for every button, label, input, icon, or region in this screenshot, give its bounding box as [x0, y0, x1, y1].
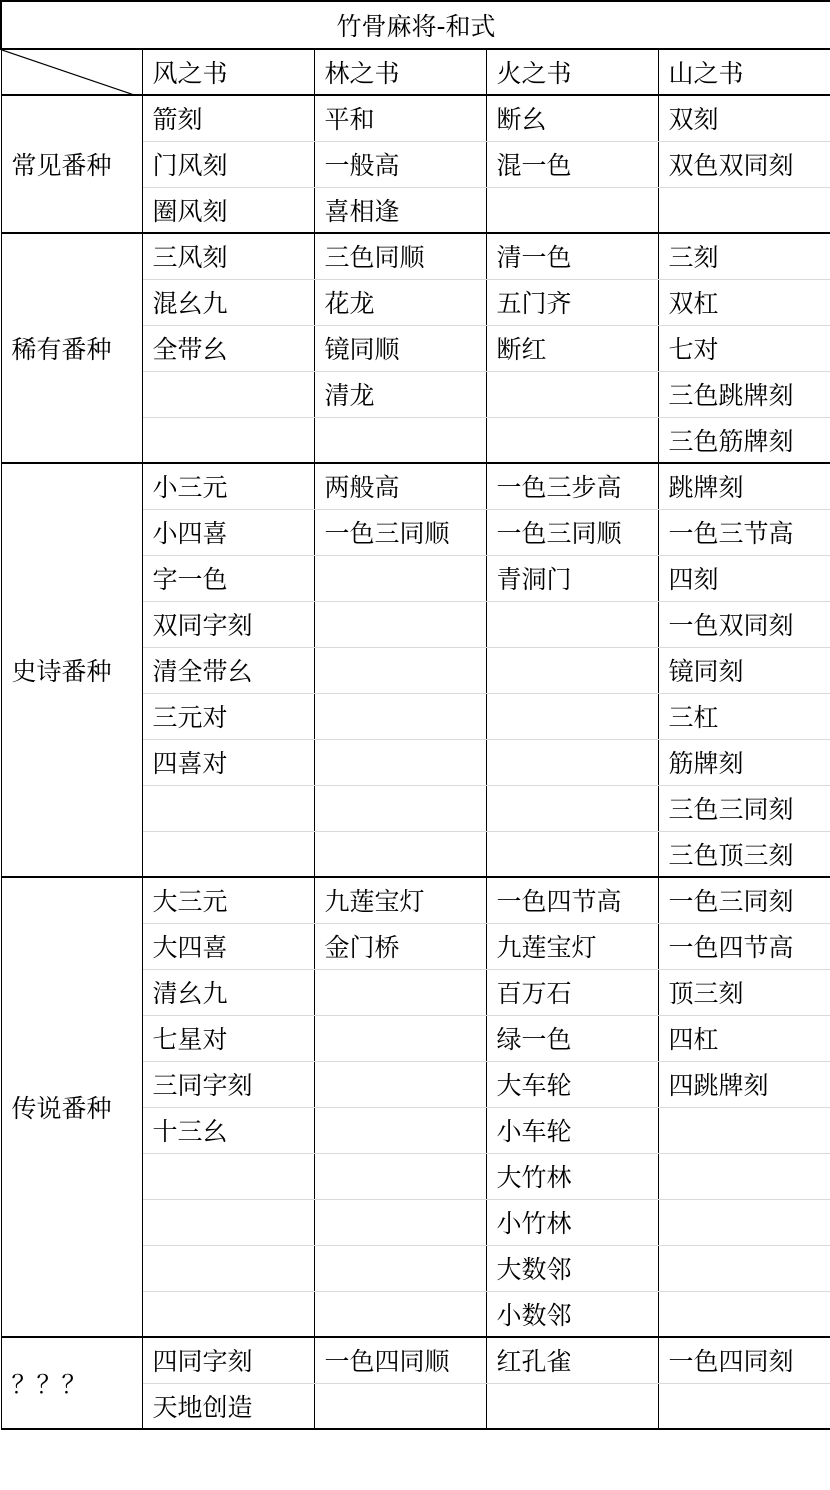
yaku-cell: 一色四同顺: [314, 1337, 486, 1383]
yaku-cell: [314, 1015, 486, 1061]
yaku-cell: 五门齐: [486, 279, 658, 325]
yaku-cell: 一色三步高: [486, 463, 658, 509]
yaku-cell: 混幺九: [142, 279, 314, 325]
yaku-cell: 三同字刻: [142, 1061, 314, 1107]
diagonal-header-cell: [1, 49, 142, 95]
category-label: 稀有番种: [1, 233, 142, 463]
yaku-cell: 筋牌刻: [658, 739, 830, 785]
yaku-cell: 四跳牌刻: [658, 1061, 830, 1107]
yaku-cell: [486, 187, 658, 233]
yaku-cell: 清幺九: [142, 969, 314, 1015]
yaku-cell: 字一色: [142, 555, 314, 601]
yaku-cell: 箭刻: [142, 95, 314, 141]
yaku-cell: [486, 647, 658, 693]
yaku-cell: [658, 1107, 830, 1153]
table-row: [1, 1337, 830, 1383]
table-row: [1, 463, 830, 509]
yaku-cell: [314, 739, 486, 785]
yaku-cell: [658, 1383, 830, 1429]
yaku-cell: 四同字刻: [142, 1337, 314, 1383]
yaku-cell: [486, 785, 658, 831]
yaku-cell: [142, 1153, 314, 1199]
yaku-cell: [314, 1199, 486, 1245]
yaku-cell: 混一色: [486, 141, 658, 187]
yaku-cell: 平和: [314, 95, 486, 141]
yaku-cell: [142, 371, 314, 417]
yaku-cell: [142, 417, 314, 463]
yaku-cell: [142, 785, 314, 831]
yaku-cell: 一色三同顺: [486, 509, 658, 555]
yaku-cell: 金门桥: [314, 923, 486, 969]
table-row: [1, 877, 830, 923]
yaku-cell: 三色跳牌刻: [658, 371, 830, 417]
yaku-cell: 三风刻: [142, 233, 314, 279]
yaku-cell: [314, 647, 486, 693]
yaku-cell: 双刻: [658, 95, 830, 141]
yaku-cell: 花龙: [314, 279, 486, 325]
yaku-cell: 大四喜: [142, 923, 314, 969]
yaku-cell: 大车轮: [486, 1061, 658, 1107]
yaku-cell: [142, 1291, 314, 1337]
yaku-cell: 红孔雀: [486, 1337, 658, 1383]
yaku-cell: [314, 831, 486, 877]
column-header-wind: 风之书: [142, 49, 314, 95]
category-label: 常见番种: [1, 95, 142, 233]
yaku-cell: 九莲宝灯: [314, 877, 486, 923]
yaku-cell: 三色同顺: [314, 233, 486, 279]
yaku-cell: 小四喜: [142, 509, 314, 555]
yaku-cell: [486, 371, 658, 417]
yaku-cell: 顶三刻: [658, 969, 830, 1015]
yaku-cell: 大数邻: [486, 1245, 658, 1291]
column-header-fire: 火之书: [486, 49, 658, 95]
yaku-cell: 双杠: [658, 279, 830, 325]
yaku-cell: 百万石: [486, 969, 658, 1015]
yaku-cell: 跳牌刻: [658, 463, 830, 509]
yaku-cell: 三杠: [658, 693, 830, 739]
yaku-cell: [486, 417, 658, 463]
yaku-cell: 三刻: [658, 233, 830, 279]
yaku-cell: 一色三同刻: [658, 877, 830, 923]
yaku-cell: 七对: [658, 325, 830, 371]
yaku-cell: 四喜对: [142, 739, 314, 785]
category-label: ？？？: [1, 1337, 142, 1429]
yaku-cell: [142, 831, 314, 877]
yaku-cell: 三色顶三刻: [658, 831, 830, 877]
diagonal-line-icon: [2, 50, 143, 95]
yaku-cell: [314, 1153, 486, 1199]
yaku-cell: 一色四同刻: [658, 1337, 830, 1383]
yaku-cell: 四杠: [658, 1015, 830, 1061]
yaku-cell: 一色三同顺: [314, 509, 486, 555]
yaku-cell: 一色三节高: [658, 509, 830, 555]
table-row: [1, 95, 830, 141]
yaku-cell: [486, 601, 658, 647]
yaku-cell: 九莲宝灯: [486, 923, 658, 969]
yaku-cell: 三色三同刻: [658, 785, 830, 831]
category-label: 传说番种: [1, 877, 142, 1337]
yaku-cell: [314, 555, 486, 601]
yaku-cell: 小竹林: [486, 1199, 658, 1245]
yaku-cell: 镜同顺: [314, 325, 486, 371]
yaku-cell: 清全带幺: [142, 647, 314, 693]
yaku-cell: 双色双同刻: [658, 141, 830, 187]
yaku-cell: [486, 739, 658, 785]
yaku-cell: 清龙: [314, 371, 486, 417]
table-row: [1, 233, 830, 279]
column-header-forest: 林之书: [314, 49, 486, 95]
yaku-cell: [314, 1291, 486, 1337]
yaku-cell: [658, 1245, 830, 1291]
yaku-cell: 一般高: [314, 141, 486, 187]
yaku-cell: 断幺: [486, 95, 658, 141]
yaku-cell: 清一色: [486, 233, 658, 279]
yaku-cell: 四刻: [658, 555, 830, 601]
yaku-cell: [486, 693, 658, 739]
yaku-cell: [486, 1383, 658, 1429]
yaku-cell: [314, 1245, 486, 1291]
yaku-cell: 三色筋牌刻: [658, 417, 830, 463]
yaku-cell: [486, 831, 658, 877]
yaku-cell: 一色四节高: [658, 923, 830, 969]
yaku-cell: [658, 1153, 830, 1199]
yaku-cell: 七星对: [142, 1015, 314, 1061]
yaku-cell: 喜相逢: [314, 187, 486, 233]
yaku-cell: 小车轮: [486, 1107, 658, 1153]
yaku-cell: 大竹林: [486, 1153, 658, 1199]
yaku-cell: 镜同刻: [658, 647, 830, 693]
yaku-cell: 天地创造: [142, 1383, 314, 1429]
yaku-cell: [314, 693, 486, 739]
yaku-cell: [314, 1107, 486, 1153]
yaku-cell: 小三元: [142, 463, 314, 509]
yaku-cell: [314, 417, 486, 463]
yaku-cell: [314, 1061, 486, 1107]
yaku-cell: 青洞门: [486, 555, 658, 601]
yaku-cell: 两般高: [314, 463, 486, 509]
table-title: 竹骨麻将-和式: [1, 1, 830, 49]
yaku-cell: [658, 1291, 830, 1337]
yaku-cell: [658, 1199, 830, 1245]
yaku-cell: 小数邻: [486, 1291, 658, 1337]
yaku-cell: 全带幺: [142, 325, 314, 371]
yaku-cell: 十三幺: [142, 1107, 314, 1153]
column-header-mountain: 山之书: [658, 49, 830, 95]
yaku-cell: 绿一色: [486, 1015, 658, 1061]
yaku-cell: [142, 1245, 314, 1291]
yaku-cell: 大三元: [142, 877, 314, 923]
yaku-cell: [142, 1199, 314, 1245]
yaku-cell: 断红: [486, 325, 658, 371]
category-label: 史诗番种: [1, 463, 142, 877]
yaku-cell: 一色双同刻: [658, 601, 830, 647]
yaku-cell: [314, 969, 486, 1015]
yaku-cell: [314, 1383, 486, 1429]
yaku-cell: [658, 187, 830, 233]
yaku-cell: 门风刻: [142, 141, 314, 187]
yaku-cell: 双同字刻: [142, 601, 314, 647]
yaku-cell: 三元对: [142, 693, 314, 739]
yaku-cell: [314, 601, 486, 647]
yaku-cell: [314, 785, 486, 831]
yaku-cell: 圈风刻: [142, 187, 314, 233]
yaku-cell: 一色四节高: [486, 877, 658, 923]
